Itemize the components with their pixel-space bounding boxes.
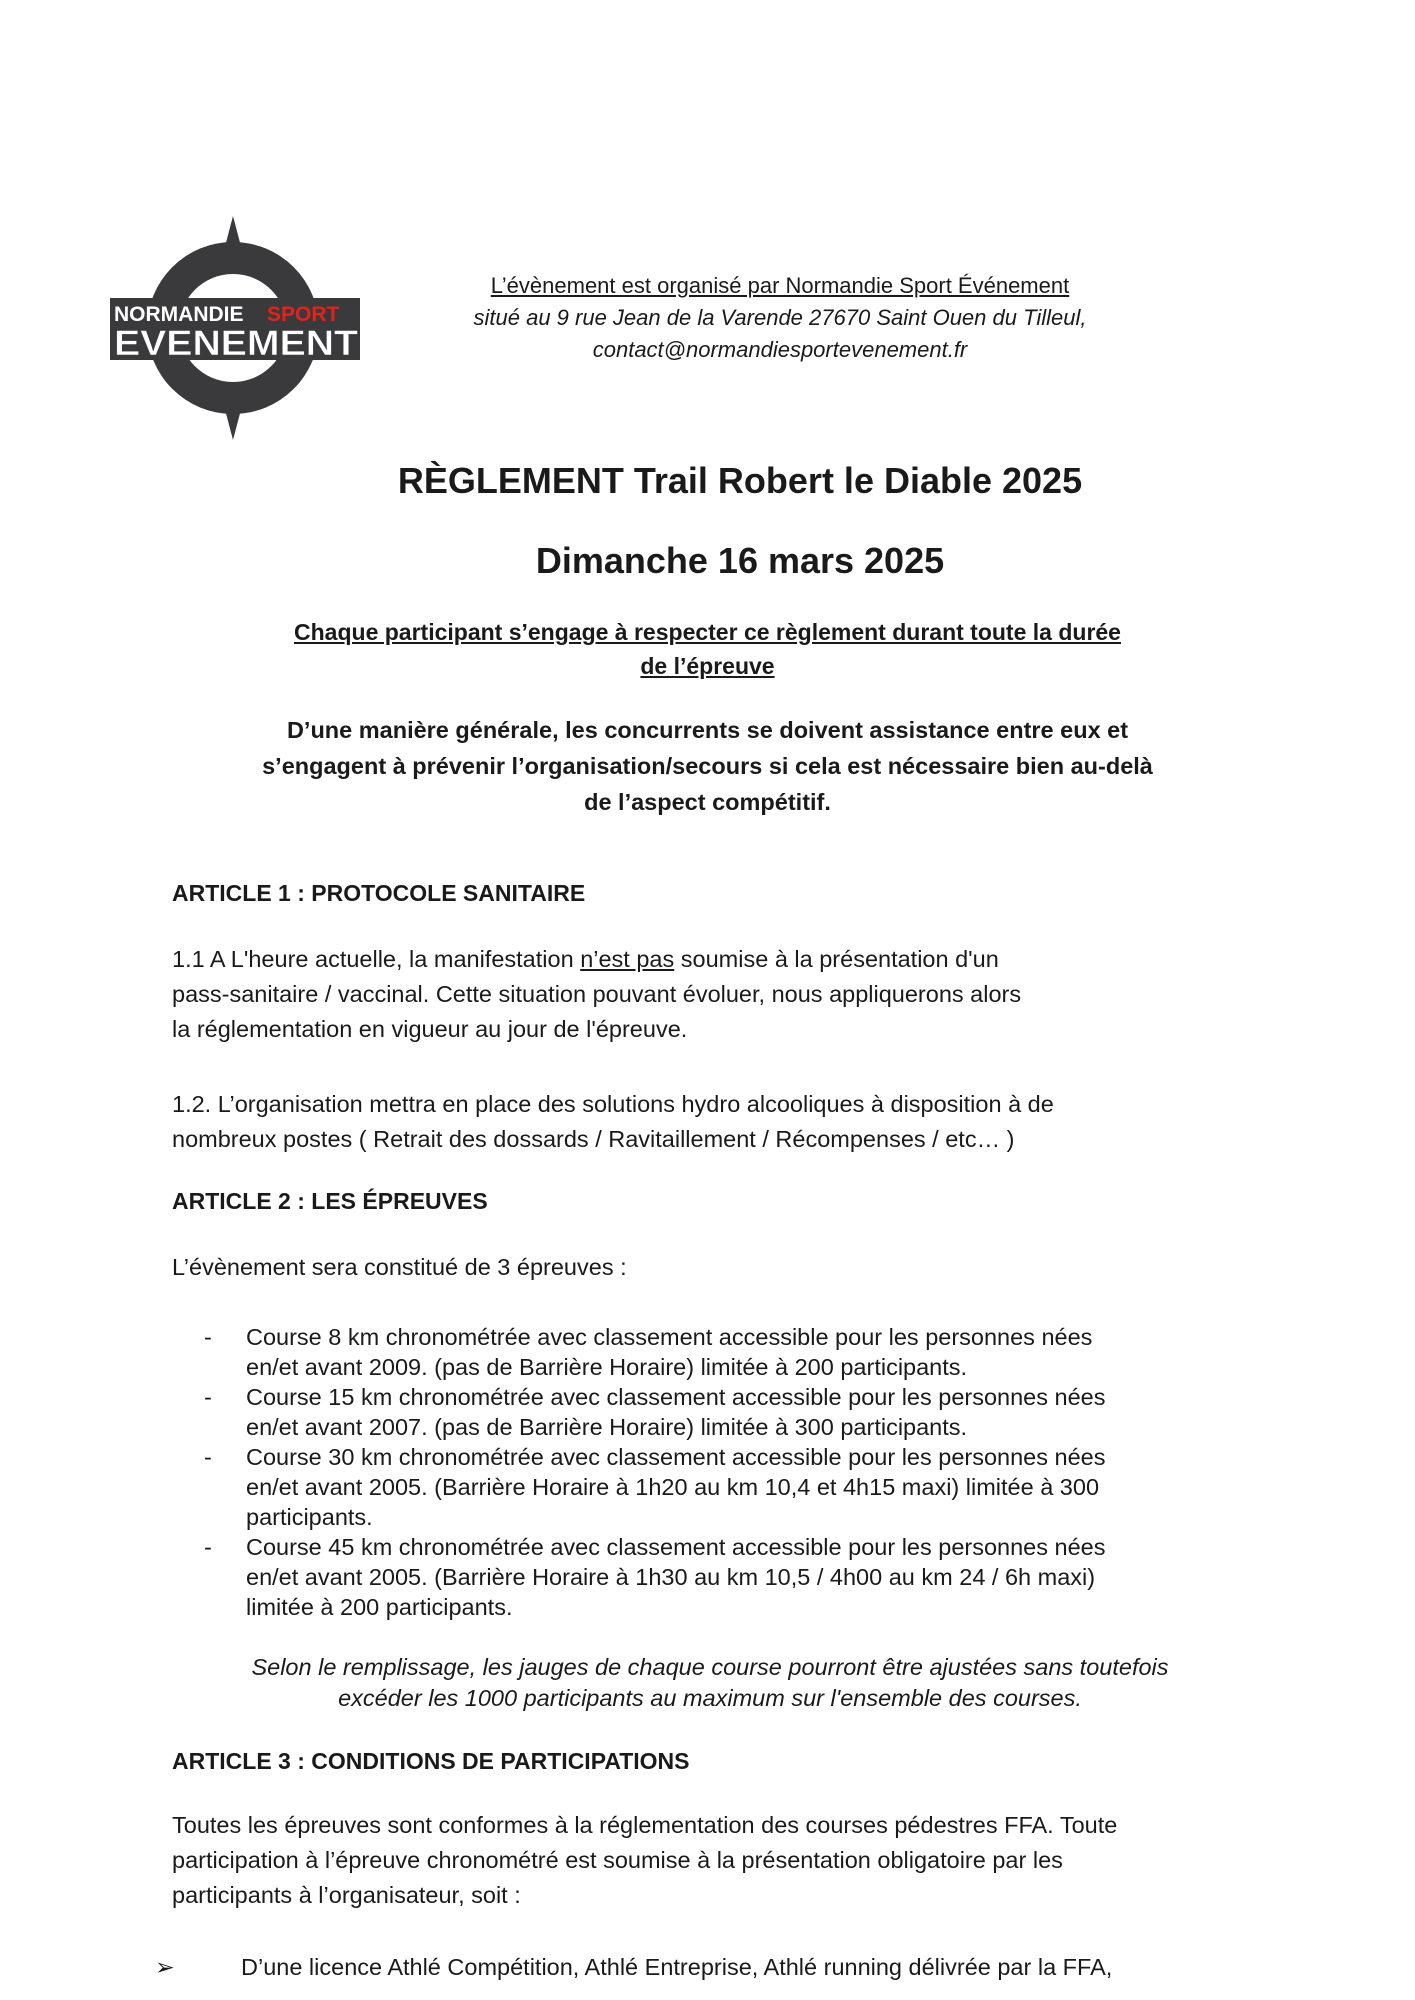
article-3-line-2: participation à l’épreuve chronométré est soumise à la présentation obligatoire par les	[172, 1847, 1063, 1873]
logo-text-normandie: NORMANDIE	[114, 303, 244, 326]
list-item-line: limitée à 200 participants.	[246, 1594, 513, 1620]
article-2-heading: ARTICLE 2 : LES ÉPREUVES	[172, 1188, 488, 1214]
article-1-heading: ARTICLE 1 : PROTOCOLE SANITAIRE	[172, 880, 586, 906]
page-title: RÈGLEMENT Trail Robert le Diable 2025	[397, 460, 1083, 501]
article-3-heading: ARTICLE 3 : CONDITIONS DE PARTICIPATIONS	[172, 1748, 690, 1774]
arrow-bullet-icon: ➢	[155, 1954, 175, 1980]
engagement-line-1: Chaque participant s’engage à respecter ce règlement durant toute la durée	[294, 619, 1121, 645]
list-item-line: en/et avant 2007. (pas de Barrière Horaire) limitée à 300 participants.	[246, 1414, 968, 1440]
races-list	[172, 1322, 1232, 1622]
article-1-p1-line-3: la réglementation en vigueur au jour de l'épreuve.	[172, 1016, 688, 1042]
capacity-note	[190, 1652, 1230, 1714]
article-3-line-1: Toutes les épreuves sont conformes à la réglementation des courses pédestres FFA. Toute	[172, 1812, 1118, 1838]
list-item-line: en/et avant 2009. (pas de Barrière Horaire) limitée à 200 participants.	[246, 1354, 968, 1380]
article-3-paragraph	[172, 1808, 1262, 1913]
text-span: 1.1 A L'heure actuelle, la manifestation	[172, 946, 581, 972]
list-item-line: en/et avant 2005. (Barrière Horaire à 1h20 au km 10,4 et 4h15 maxi) limitée à 300	[246, 1474, 1100, 1500]
underlined-text: n’est pas	[580, 946, 675, 972]
list-item	[172, 1322, 1232, 1382]
article-2-intro: L’évènement sera constitué de 3 épreuves :	[172, 1254, 627, 1280]
engagement-statement	[200, 615, 1215, 683]
capacity-note-line-1: Selon le remplissage, les jauges de chaque course pourront être ajustées sans toutefois	[251, 1654, 1169, 1680]
capacity-note-line-2: excéder les 1000 participants au maximum sur l'ensemble des courses.	[338, 1685, 1082, 1711]
general-line-2: s’engagent à prévenir l’organisation/secours si cela est nécessaire bien au-delà	[262, 753, 1153, 779]
list-item-line: Course 8 km chronométrée avec classement accessible pour les personnes nées	[246, 1324, 1093, 1350]
dash-bullet: -	[204, 1384, 212, 1410]
general-statement	[200, 712, 1215, 820]
dash-bullet: -	[204, 1534, 212, 1560]
article-1-p2-line-2: nombreux postes ( Retrait des dossards / Ravitaillement / Récompenses / etc… )	[172, 1126, 1015, 1152]
organizer-email: contact@normandiesportevenement.fr	[592, 337, 968, 362]
general-line-1: D’une manière générale, les concurrents se doivent assistance entre eux et	[286, 717, 1129, 743]
text-span: soumise à la présentation d'un	[674, 946, 999, 972]
organizer-line: L’évènement est organisé par Normandie Sport Événement	[490, 273, 1070, 298]
general-line-3: de l’aspect compétitif.	[584, 789, 831, 815]
dash-bullet: -	[204, 1324, 212, 1350]
list-item	[172, 1382, 1232, 1442]
article-1-paragraph-2	[172, 1087, 1262, 1157]
licence-item-text: D’une licence Athlé Compétition, Athlé Entreprise, Athlé running délivrée par la FFA,	[241, 1954, 1113, 1980]
article-1-p1-line-2: pass-sanitaire / vaccinal. Cette situation pouvant évoluer, nous appliquerons alors	[172, 981, 1022, 1007]
list-item-line: participants.	[246, 1504, 373, 1530]
list-item-line: en/et avant 2005. (Barrière Horaire à 1h30 au km 10,5 / 4h00 au km 24 / 6h maxi)	[246, 1564, 1096, 1590]
list-item-line: Course 45 km chronométrée avec classement accessible pour les personnes nées	[246, 1534, 1106, 1560]
licence-list-item	[155, 1952, 1112, 1982]
engagement-line-2: de l’épreuve	[640, 653, 775, 679]
logo-text-sport: SPORT	[267, 303, 340, 326]
article-1-p2-line-1: 1.2. L’organisation mettra en place des solutions hydro alcooliques à disposition à de	[172, 1091, 1054, 1117]
list-item	[172, 1442, 1232, 1532]
article-1-paragraph-1	[172, 942, 1262, 1047]
normandie-sport-evenement-logo	[110, 214, 365, 442]
organizer-address: situé au 9 rue Jean de la Varende 27670 Saint Ouen du Tilleul,	[473, 305, 1087, 330]
list-item-line: Course 30 km chronométrée avec classement accessible pour les personnes nées	[246, 1444, 1106, 1470]
logo-text-evenement: EVENEMENT	[114, 324, 358, 363]
event-date: Dimanche 16 mars 2025	[535, 540, 945, 581]
article-1-p1-line-1	[172, 942, 1262, 977]
article-3-line-3: participants à l’organisateur, soit :	[172, 1882, 521, 1908]
list-item-line: Course 15 km chronométrée avec classement accessible pour les personnes nées	[246, 1384, 1106, 1410]
dash-bullet: -	[204, 1444, 212, 1470]
organizer-block	[420, 270, 1140, 366]
list-item	[172, 1532, 1232, 1622]
